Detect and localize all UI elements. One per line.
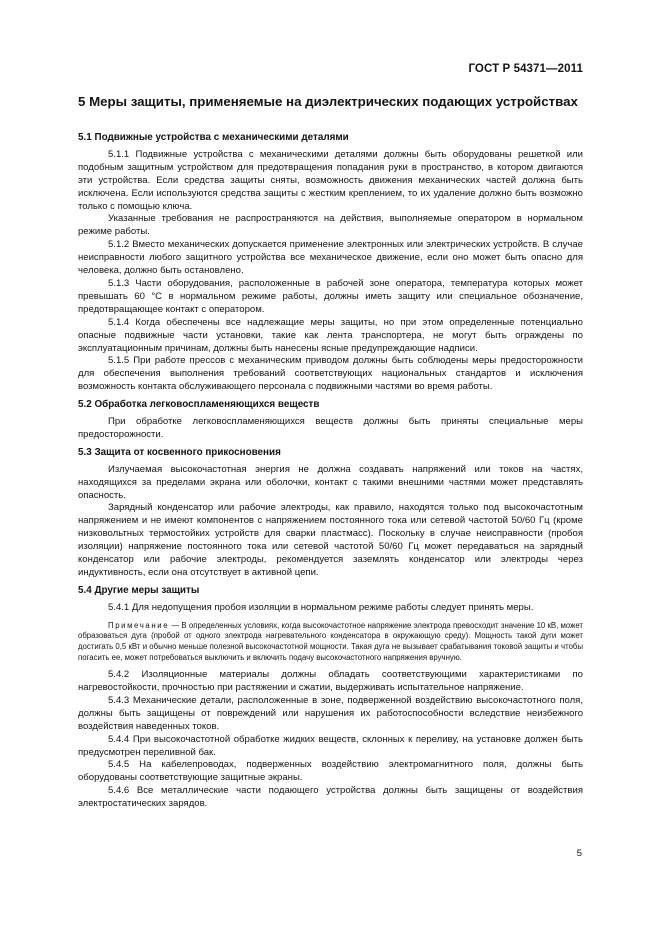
paragraph: 5.1.5 При работе прессов с механическим приводом должны быть соблюдены меры предосторожности для обеспечения выполнения требований соответствующих национальных стандартов и исключения возможность контакта обслуживающего персонала с подвижными частями во время работы. xyxy=(78,355,583,393)
paragraph: 5.1.1 Подвижные устройства с механическими деталями должны быть оборудованы решеткой или подобным защитным устройством для предотвращения попадания руки в пространство, в котором двигаются эти устройства. Если средства защиты сняты, возможность движения механических частей должна быть исключена. Если используются средства защиты с жестким креплением, то их удаление должно быть возможно только с помощью ключа. xyxy=(78,148,583,212)
body-text xyxy=(78,127,583,811)
paragraph: 5.1.3 Части оборудования, расположенные в рабочей зоне оператора, температура которых может превышать 60 °С в нормальном режиме работы, должны иметь защиту или специальное обозначение, предотвращающее контакт с оператором. xyxy=(78,277,583,315)
section-title: 5 Меры защиты, применяемые на диэлектрических подающих устройствах xyxy=(78,94,578,109)
paragraph: 5.4.2 Изоляционные материалы должны обладать соответствующими характеристиками по нагревостойкости, прочностью при растяжении и сжатии, выдерживать испытательное напряжение. xyxy=(78,669,583,693)
paragraph: 5.1.4 Когда обеспечены все надлежащие меры защиты, но при этом определенные потенциально опасные подвижные части установки, такие как лента транспортера, не могут быть ограждены по эксплуатационным причинам, должны быть нанесены ясные предупреждающие надписи. xyxy=(78,316,583,354)
note-label: Примечание xyxy=(108,620,170,630)
page-number: 5 xyxy=(576,848,582,859)
paragraph: 5.4.6 Все металлические части подающего устройства должны быть защищены от воздействия электростатических зарядов. xyxy=(78,785,583,810)
document-code: ГОСТ Р 54371—2011 xyxy=(468,63,583,75)
subsection-title-5-1: 5.1 Подвижные устройства с механическими деталями xyxy=(78,132,349,143)
paragraph: 5.1.2 Вместо механических допускается применение электронных или электрических устройств. В случае неисправности любого защитного устройства все механическое движение, если оно может быть опасно для человека, должно быть остановлено. xyxy=(78,239,583,277)
paragraph: Излучаемая высокочастотная энергия не должна создавать напряжений или токов на частях, находящихся за пределами экрана или оболочки, контакт с такими внешними частями может представлять опасность. xyxy=(78,463,583,501)
paragraph: Указанные требования не распространяются на действия, выполняемые оператором в нормальном режиме работы. xyxy=(78,213,583,238)
note xyxy=(78,621,583,663)
paragraph: 5.4.5 На кабелепроводах, подверженных воздействию электромагнитного поля, должны быть оборудованы соответствующие защитные экраны. xyxy=(78,759,583,784)
subsection-title-5-4: 5.4 Другие меры защиты xyxy=(78,584,200,596)
note-text: — В определенных условиях, когда высокочастотное напряжение электрода превосходит значение 10 кВ, может образоваться дуга (пробой от одного электрода нагревательного конденсатора в окружающую среду). Мощность такой дуги может достигать 0,5 кВт и обычно меньше полезной высокочастотной мощности. Такая дуга не вызывает срабатывания токовой защиты и чтобы погасить ее, может потребоваться выключить и включить подачу высокочастотного напряжения вручную. xyxy=(78,620,583,662)
paragraph: При обработке легковоспламеняющихся веществ должны быть приняты специальные меры предосторожности. xyxy=(78,416,583,440)
paragraph: Зарядный конденсатор или рабочие электроды, как правило, находятся только под высокочастотным напряжением и не имеют компонентов с напряжением постоянного тока или сетевой частотой 50/60 Гц (кроме низковольтных термостойких устройств для сварки пластмасс). Поскольку в случае неисправности (пробоя изоляции) напряжение постоянного тока или сетевой частотой 50/60 Гц может передаваться на зарядный конденсатор или рабочие электроды, рекомендуется заземлять конденсатор или электроды через индуктивность, если она отсутствует в активной цепи. xyxy=(78,502,583,578)
paragraph: 5.4.3 Механические детали, расположенные в зоне, подверженной воздействию высокочастотного поля, должны быть защищены от повреждений или нарушения их работоспособности вследствие неизбежного воздействия наведенных токов. xyxy=(78,694,583,732)
paragraph: 5.4.1 Для недопущения пробоя изоляции в нормальном режиме работы следует принять меры. xyxy=(108,601,534,613)
subsection-title-5-3: 5.3 Защита от косвенного прикосновения xyxy=(78,446,281,458)
paragraph: 5.4.4 При высокочастотной обработке жидких веществ, склонных к переливу, на установке должен быть предусмотрен переливной бак. xyxy=(78,733,583,758)
subsection-title-5-2: 5.2 Обработка легковоспламеняющихся веществ xyxy=(78,399,320,411)
